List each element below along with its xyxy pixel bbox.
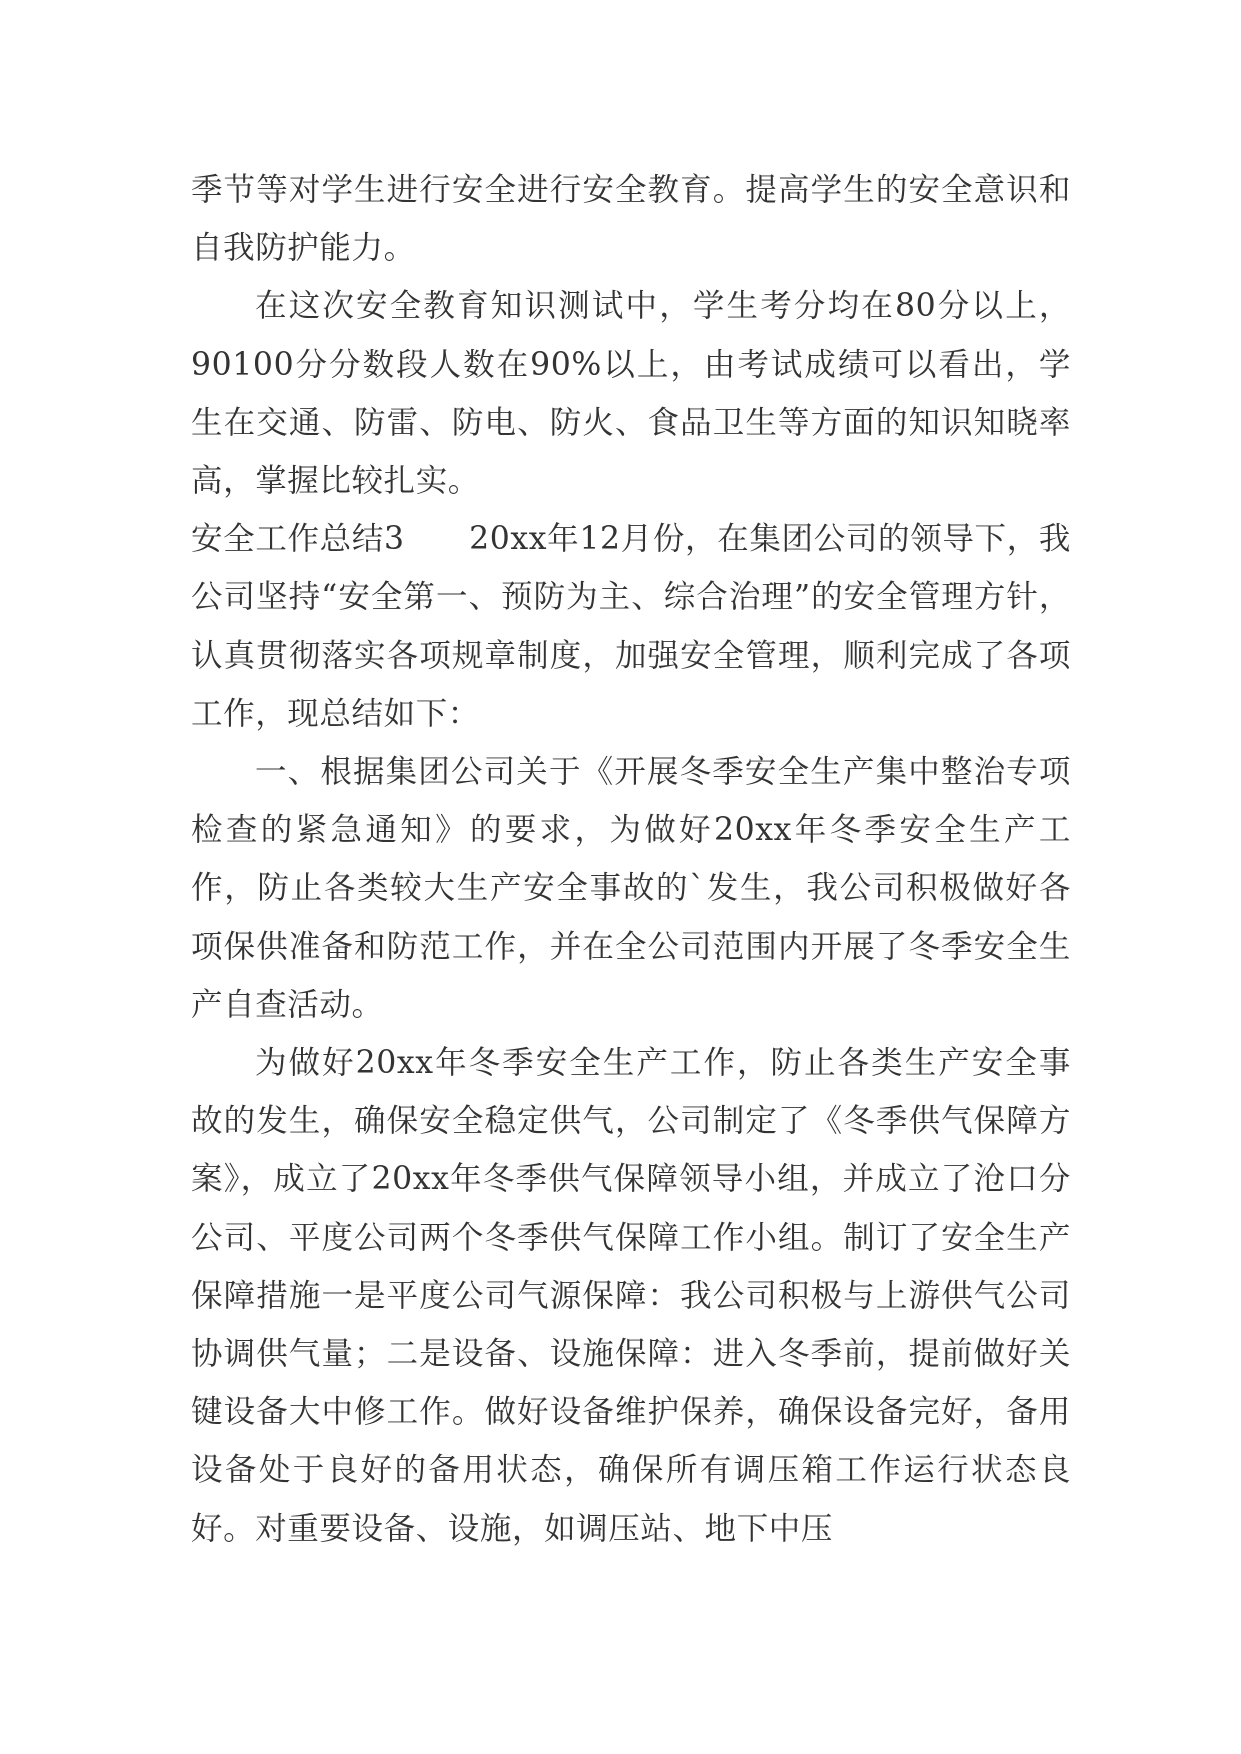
paragraph: 季节等对学生进行安全进行安全教育。提高学生的安全意识和自我防护能力。: [191, 172, 1071, 267]
paragraph: 安全工作总结3 20xx年12月份，在集团公司的领导下，我公司坚持“安全第一、预防为主、综合治理”的安全管理方针，认真贯彻落实各项规章制度，加强安全管理，顺利完成了各项工作，现总结如下：: [191, 521, 1071, 732]
document-body: [191, 161, 1071, 1558]
paragraph: 在这次安全教育知识测试中，学生考分均在80分以上，90100分分数段人数在90%以上，由考试成绩可以看出，学生在交通、防雷、防电、防火、食品卫生等方面的知识知晓率高，掌握比较扎实。: [191, 288, 1071, 500]
paragraph: 一、根据集团公司关于《开展冬季安全生产集中整治专项检查的紧急通知》的要求，为做好20xx年冬季安全生产工作，防止各类较大生产安全事故的`发生，我公司积极做好各项保供准备和防范工作，并在全公司范围内开展了冬季安全生产自查活动。: [191, 754, 1071, 1023]
paragraph: 为做好20xx年冬季安全生产工作，防止各类生产安全事故的发生，确保安全稳定供气，公司制定了《冬季供气保障方案》，成立了20xx年冬季供气保障领导小组，并成立了沧口分公司、平度公司两个冬季供气保障工作小组。制订了安全生产保障措施一是平度公司气源保障：我公司积极与上游供气公司协调供气量；二是设备、设施保障：进入冬季前，提前做好关键设备大中修工作。做好设备维护保养，确保设备完好，备用设备处于良好的备用状态，确保所有调压箱工作运行状态良好。对重要设备、设施，如调压站、地下中压: [191, 1045, 1071, 1547]
